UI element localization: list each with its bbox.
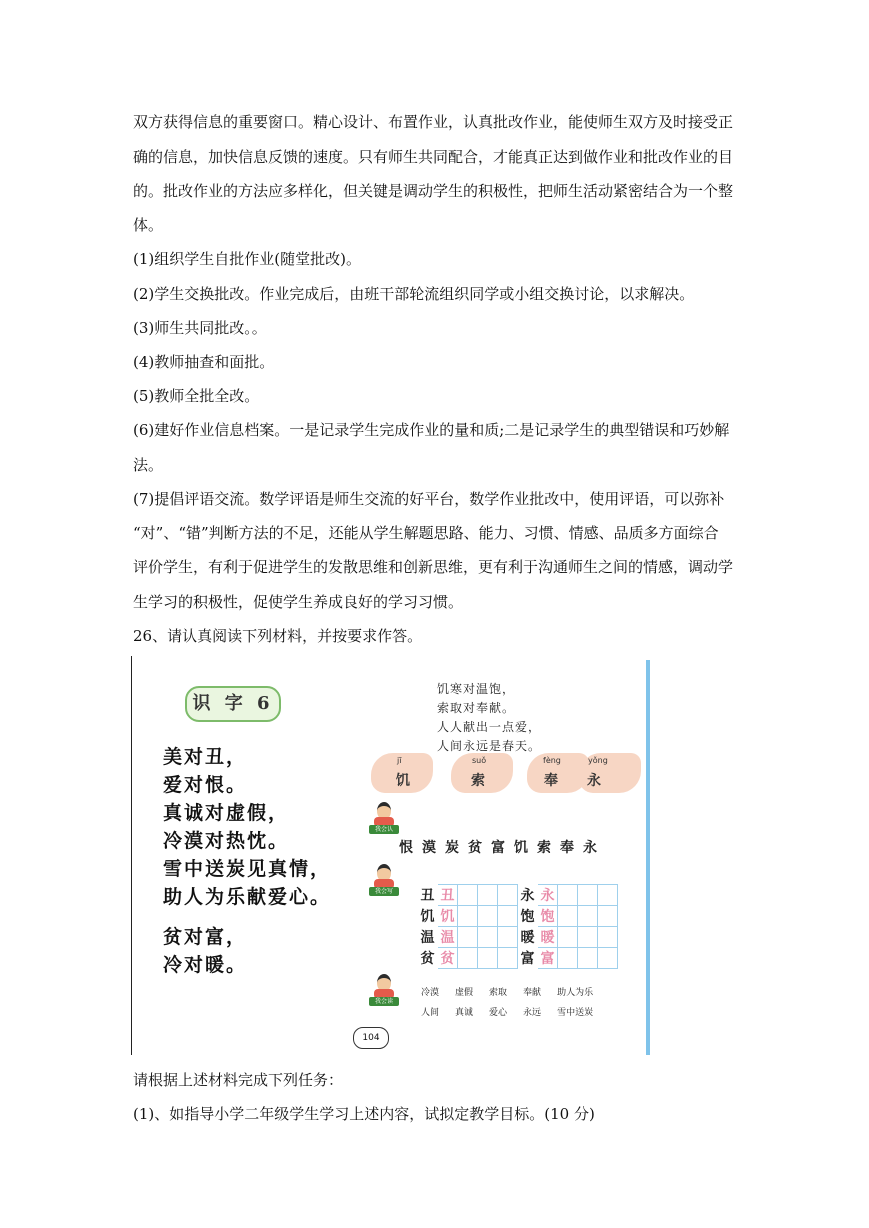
verse-line-right: 索取对奉献。 [437, 701, 516, 715]
intro-line: 体。 [133, 216, 164, 234]
verse-line: 爱对恨。 [163, 774, 248, 796]
pinyin: jī [397, 756, 402, 765]
list-item: (1)组织学生自批作业(随堂批改)。 [133, 250, 361, 268]
list-item-continued: 生学习的积极性，促使学生养成良好的学习习惯。 [133, 593, 464, 611]
pinyin: yǒng [588, 756, 608, 765]
textbook-page-number: 104 [353, 1027, 389, 1049]
writing-grid-right: 永 永 饱 饱 暖 暖 富 富 [517, 884, 618, 969]
verse-line: 冷漠对热忱。 [163, 830, 290, 852]
verse-line-right: 人人献出一点爱， [437, 720, 542, 734]
intro-line: 双方获得信息的重要窗口。精心设计、布置作业，认真批改作业，能使师生双方及时接受正 [133, 113, 734, 131]
list-item: (4)教师抽查和面批。 [133, 353, 275, 371]
verse-line-right: 饥寒对温饱， [437, 682, 516, 696]
kid-recognize-icon: 我会认 [369, 802, 399, 834]
list-item-continued: 评价学生，有利于促进学生的发散思维和创新思维，更有利于沟通师生之间的情感，调动学 [133, 558, 734, 576]
verse-line: 助人为乐献爱心。 [163, 886, 332, 908]
recognize-chars: 恨漠炭贫富饥索奉永 [399, 840, 606, 856]
verse-line: 美对丑， [163, 746, 248, 768]
writing-grid-left: 丑 丑 饥 饥 温 温 贫 贫 [417, 884, 518, 969]
question-heading: 26、请认真阅读下列材料，并按要求作答。 [133, 627, 423, 645]
new-char: 永 [587, 773, 601, 789]
intro-line: 确的信息，加快信息反馈的速度。只有师生共同配合，才能真正达到做作业和批改作业的目 [133, 148, 734, 166]
intro-line: 的。批改作业的方法应多样化，但关键是调动学生的积极性，把师生活动紧密结合为一个整 [133, 182, 734, 200]
pinyin: fèng [543, 756, 561, 765]
list-item: (7)提倡评语交流。数学评语是师生交流的好平台，数学作业批改中，使用评语，可以弥补 [133, 490, 725, 508]
new-char: 索 [471, 773, 485, 789]
verse-line-right: 人间永远是春天。 [437, 739, 542, 753]
list-item: (3)师生共同批改。。 [133, 319, 267, 337]
new-char: 奉 [544, 773, 558, 789]
word-list-row: 冷漠 虚假 索取 奉献 助人为乐 [421, 988, 594, 998]
word-list-row: 人间 真诚 爱心 永远 雪中送炭 [421, 1008, 594, 1018]
verse-line: 雪中送炭见真情， [163, 858, 332, 880]
list-item: (5)教师全批全改。 [133, 387, 260, 405]
kid-read-icon: 我会读 [369, 974, 399, 1006]
figure-border [131, 656, 132, 1055]
list-item: (2)学生交换批改。作业完成后，由班干部轮流组织同学或小组交换讨论，以求解决。 [133, 285, 695, 303]
verse-line: 冷对暖。 [163, 954, 248, 976]
list-item-continued: 法。 [133, 456, 164, 474]
task-intro: 请根据上述材料完成下列任务： [133, 1071, 344, 1089]
textbook-figure [131, 656, 650, 1055]
verse-line: 贫对富， [163, 926, 248, 948]
pinyin: suǒ [472, 756, 487, 765]
verse-line: 真诚对虚假， [163, 802, 290, 824]
list-item: (6)建好作业信息档案。一是记录学生完成作业的量和质;二是记录学生的典型错误和巧妙解 [133, 421, 730, 439]
figure-side-bar [646, 660, 650, 1055]
list-item-continued: “对”、“错”判断方法的不足，还能从学生解题思路、能力、习惯、情感、品质多方面综合 [133, 524, 719, 542]
lesson-title-badge: 识 字 6 [185, 686, 281, 722]
task-item: (1)、如指导小学二年级学生学习上述内容，试拟定教学目标。(10 分) [133, 1105, 595, 1123]
new-char: 饥 [396, 773, 410, 789]
kid-write-icon: 我会写 [369, 864, 399, 896]
